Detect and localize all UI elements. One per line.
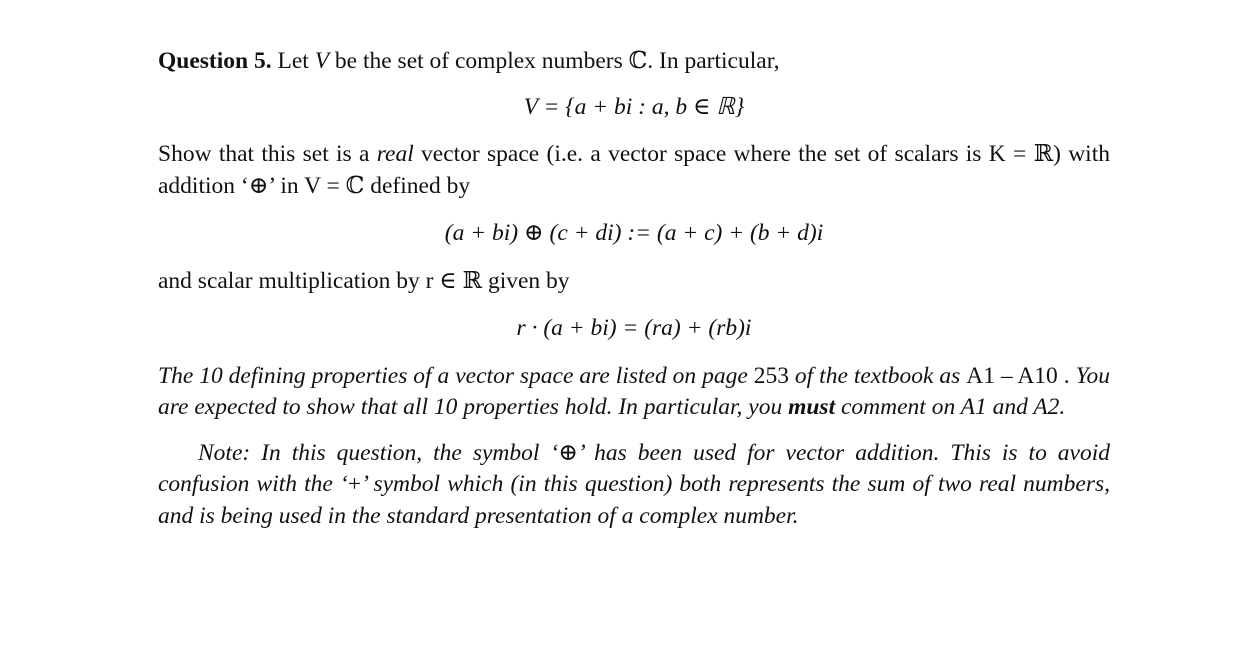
note-mid: ’ has been used for vector addition. This is to avoid confusion with the ‘	[158, 439, 1110, 497]
must-emphasis: must	[788, 394, 836, 420]
properties-post: comment on A1 and A2.	[835, 394, 1066, 420]
question-page	[158, 46, 1110, 532]
task-emphasis: real	[376, 141, 414, 167]
task-pre: Show that this set is a	[158, 141, 377, 167]
addition-definition-equation: (a + bi) ⊕ (c + di) := (a + c) + (b + d)i	[444, 220, 824, 246]
note-paragraph	[158, 438, 1110, 533]
property-range: A1 – A10 .	[966, 362, 1070, 389]
page-number: 253	[753, 362, 789, 389]
intro-pre: Let	[271, 48, 315, 74]
properties-mid: of the textbook as	[788, 362, 967, 389]
oplus-symbol: ⊕	[558, 439, 578, 466]
scalar-mult-equation: r · (a + bi) = (ra) + (rb)i	[516, 315, 752, 341]
task-post: vector space (i.e. a vector space where the set of scalars is K = ℝ) with addition ‘⊕’ in V = ℂ defined by	[158, 141, 1110, 199]
set-definition-equation: V = {a + bi : a, b ∈ ℝ}	[523, 93, 745, 120]
question-label: Question 5.	[158, 48, 272, 74]
properties-mid2: You are expected to show that all 10 properties hold. In particular, you	[158, 362, 1110, 420]
note-pre: Note: In this question, the symbol ‘	[198, 439, 559, 466]
scalar-mult-paragraph: and scalar multiplication by r ∈ ℝ given by	[158, 267, 570, 294]
note-post: ’ symbol which (in this question) both represents the sum of two real numbers, and is being used in the standard presentation of a complex number.	[158, 471, 1110, 529]
question-intro	[158, 46, 1110, 78]
properties-pre: The 10 defining properties of a vector space are listed on page	[158, 362, 754, 389]
plus-symbol: +	[347, 471, 362, 497]
task-paragraph	[158, 139, 1110, 202]
intro-post: be the set of complex numbers ℂ. In particular,	[329, 48, 780, 74]
intro-var: V	[314, 48, 330, 74]
properties-paragraph	[158, 361, 1110, 424]
